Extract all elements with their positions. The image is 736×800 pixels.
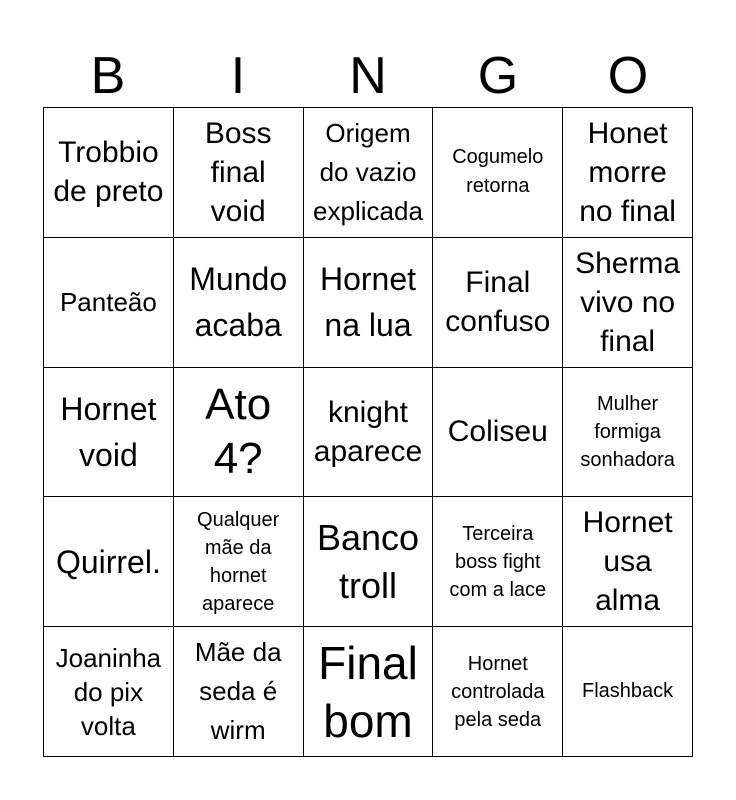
- bingo-cell[interactable]: [44, 238, 174, 368]
- bingo-cell[interactable]: [44, 108, 174, 238]
- cell-text: Joaninha do pix volta: [55, 642, 162, 741]
- cell-text: Banco troll: [316, 516, 420, 606]
- bingo-cell[interactable]: [433, 497, 563, 627]
- bingo-cell[interactable]: [304, 238, 434, 368]
- cell-text: Ato 4?: [205, 379, 272, 483]
- header-letter-o: O: [607, 47, 649, 105]
- cell-text: Coliseu: [447, 415, 548, 449]
- bingo-cell[interactable]: [563, 108, 693, 238]
- bingo-cell[interactable]: [433, 108, 563, 238]
- cell-text: Honet morre no final: [579, 116, 676, 228]
- cell-text: Terceira boss fight com a lace: [449, 522, 547, 601]
- bingo-grid: [43, 107, 693, 757]
- bingo-cell[interactable]: [563, 627, 693, 757]
- cell-text: Final bom: [318, 636, 418, 747]
- bingo-cell[interactable]: [304, 497, 434, 627]
- cell-text: Final confuso: [445, 266, 551, 339]
- bingo-cell[interactable]: [174, 238, 304, 368]
- bingo-cell[interactable]: [44, 497, 174, 627]
- bingo-cell[interactable]: [304, 627, 434, 757]
- bingo-cell[interactable]: [563, 497, 693, 627]
- bingo-cell[interactable]: [433, 368, 563, 498]
- header-letter-b: B: [90, 47, 126, 105]
- cell-text: Mulher formiga sonhadora: [580, 392, 675, 471]
- bingo-cell[interactable]: [44, 627, 174, 757]
- header-letter-g: G: [477, 47, 519, 105]
- cell-text: Cogumelo retorna: [452, 146, 544, 198]
- bingo-cell[interactable]: [44, 368, 174, 498]
- cell-text: Hornet usa alma: [582, 506, 673, 618]
- cell-text: Trobbio de preto: [53, 136, 164, 209]
- bingo-cell[interactable]: [563, 238, 693, 368]
- bingo-cell[interactable]: [174, 627, 304, 757]
- bingo-header: [43, 44, 693, 108]
- bingo-cell[interactable]: [563, 368, 693, 498]
- cell-text: Mãe da seda é wirm: [194, 637, 282, 746]
- bingo-cell[interactable]: [304, 368, 434, 498]
- bingo-cell[interactable]: [304, 108, 434, 238]
- header-letter-n: N: [349, 47, 387, 105]
- bingo-cell[interactable]: [433, 627, 563, 757]
- cell-text: Hornet controlada pela seda: [451, 652, 545, 731]
- bingo-cell[interactable]: [174, 108, 304, 238]
- cell-text: Mundo acaba: [189, 261, 288, 344]
- cell-text: Panteão: [59, 286, 157, 317]
- cell-text: knight aparece: [313, 395, 423, 468]
- cell-text: Sherma vivo no final: [575, 246, 681, 358]
- cell-text: Quirrel.: [55, 543, 161, 580]
- bingo-cell[interactable]: [433, 238, 563, 368]
- cell-text: Qualquer mãe da hornet aparece: [197, 508, 280, 615]
- cell-text: Hornet na lua: [319, 261, 416, 344]
- cell-text: Flashback: [582, 680, 674, 703]
- cell-text: Boss final void: [204, 116, 272, 228]
- bingo-cell[interactable]: [174, 368, 304, 498]
- bingo-cell[interactable]: [174, 497, 304, 627]
- cell-text: Hornet void: [60, 390, 157, 473]
- header-letter-i: I: [230, 47, 246, 105]
- cell-text: Origem do vazio explicada: [313, 117, 423, 226]
